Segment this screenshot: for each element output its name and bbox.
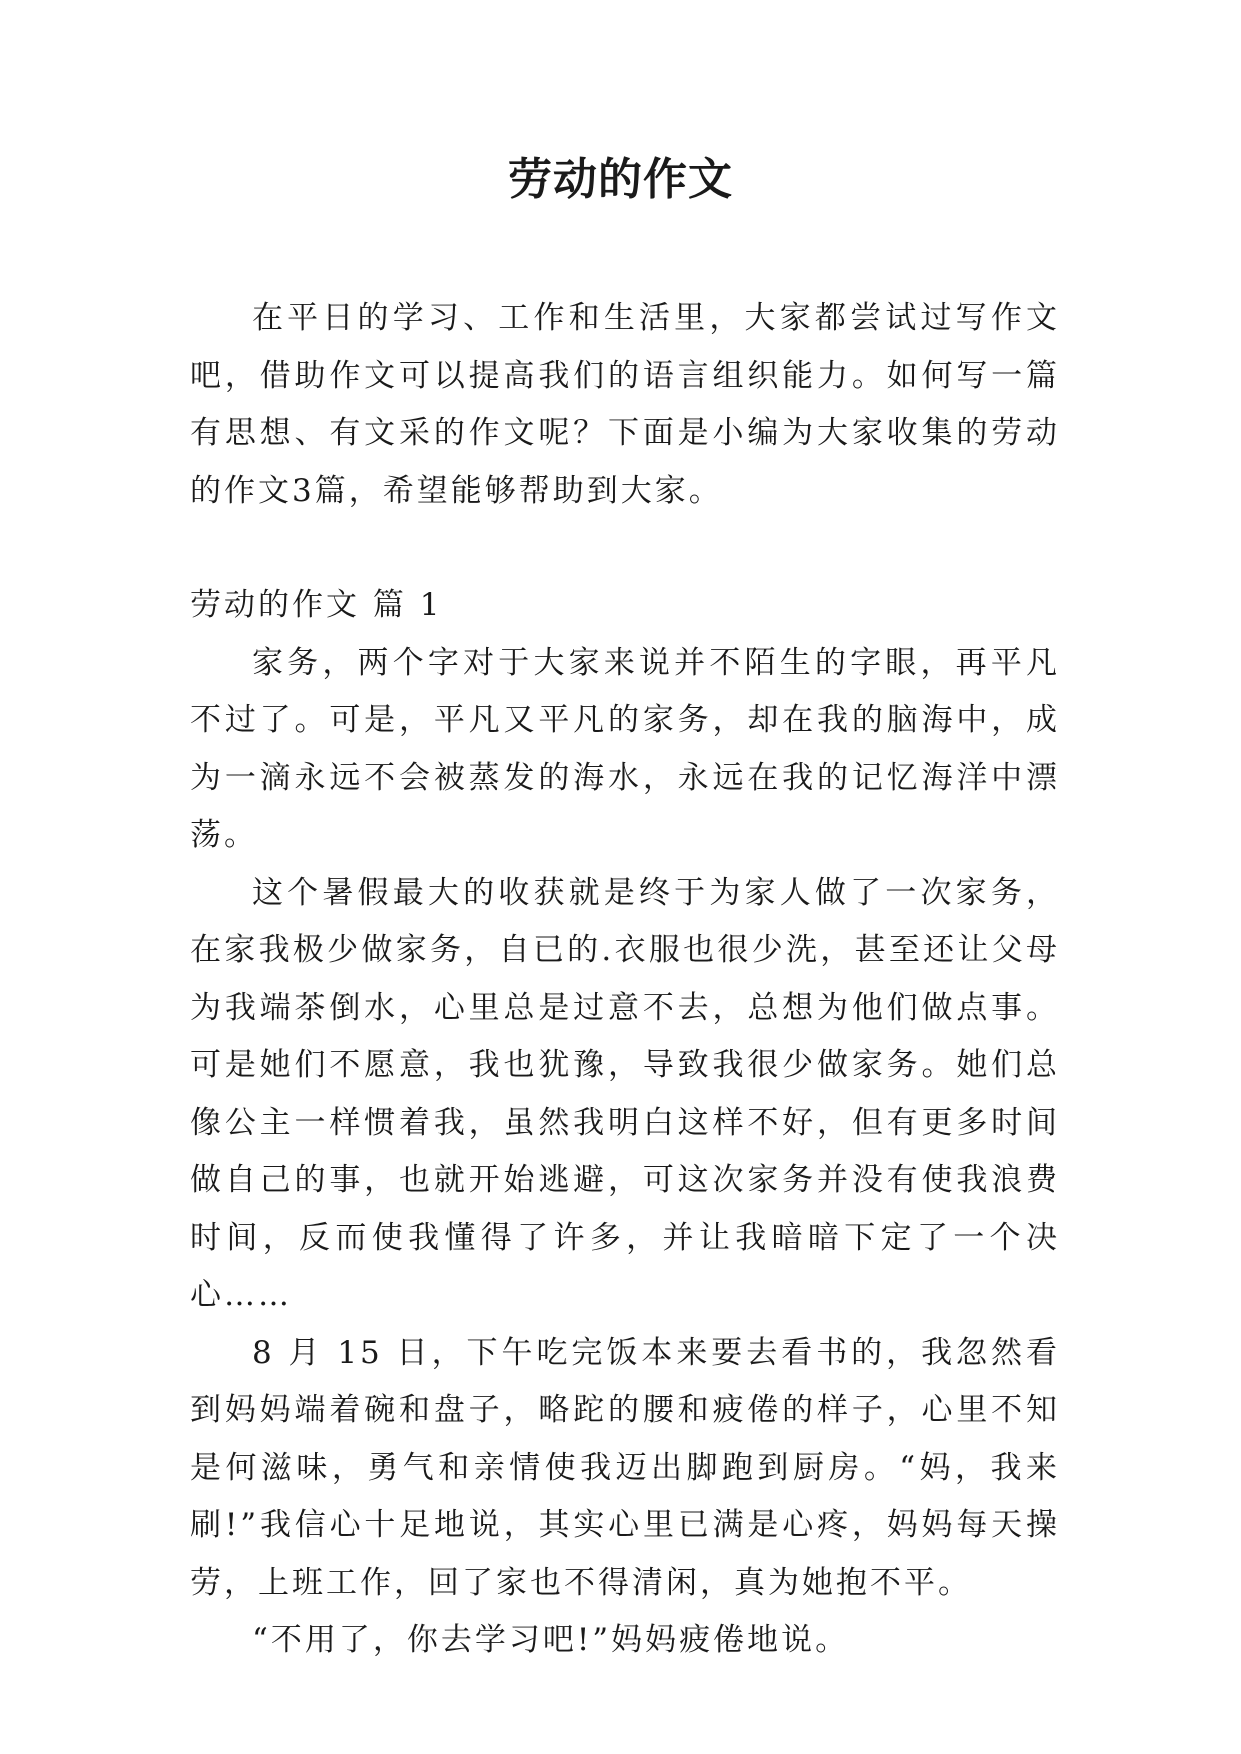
body-paragraph: 这个暑假最大的收获就是终于为家人做了一次家务，在家我极少做家务，自已的.衣服也很少洗，甚至还让父母为我端茶倒水，心里总是过意不去，总想为他们做点事。可是她们不愿意，我也犹豫，导致我很少做家务。她们总像公主一样惯着我，虽然我明白这样不好，但有更多时间做自己的事，也就开始逃避，可这次家务并没有使我浪费时间，反而使我懂得了许多，并让我暗暗下定了一个决心……: [190, 874, 1060, 1313]
section-heading: 劳动的作文 篇 1: [190, 587, 443, 623]
body-paragraph: 家务，两个字对于大家来说并不陌生的字眼，再平凡不过了。可是，平凡又平凡的家务，却在我的脑海中，成为一滴永远不会被蒸发的海水，永远在我的记忆海洋中漂荡。: [190, 644, 1060, 853]
document-body: [190, 290, 1060, 1670]
intro-paragraph: 在平日的学习、工作和生活里，大家都尝试过写作文吧，借助作文可以提高我们的语言组织能力。如何写一篇有思想、有文采的作文呢？下面是小编为大家收集的劳动的作文3篇，希望能够帮助到大家。: [190, 300, 1060, 509]
document-title: 劳动的作文: [508, 154, 733, 205]
body-paragraph: 8 月 15 日，下午吃完饭本来要去看书的，我忽然看到妈妈端着碗和盘子，略跎的腰和疲倦的样子，心里不知是何滋味，勇气和亲情使我迈出脚跑到厨房。“妈，我来刷!”我信心十足地说，其实心里已满是心疼，妈妈每天操劳，上班工作，回了家也不得清闲，真为她抱不平。: [190, 1334, 1060, 1601]
body-paragraph: “不用了，你去学习吧!”妈妈疲倦地说。: [252, 1622, 850, 1658]
